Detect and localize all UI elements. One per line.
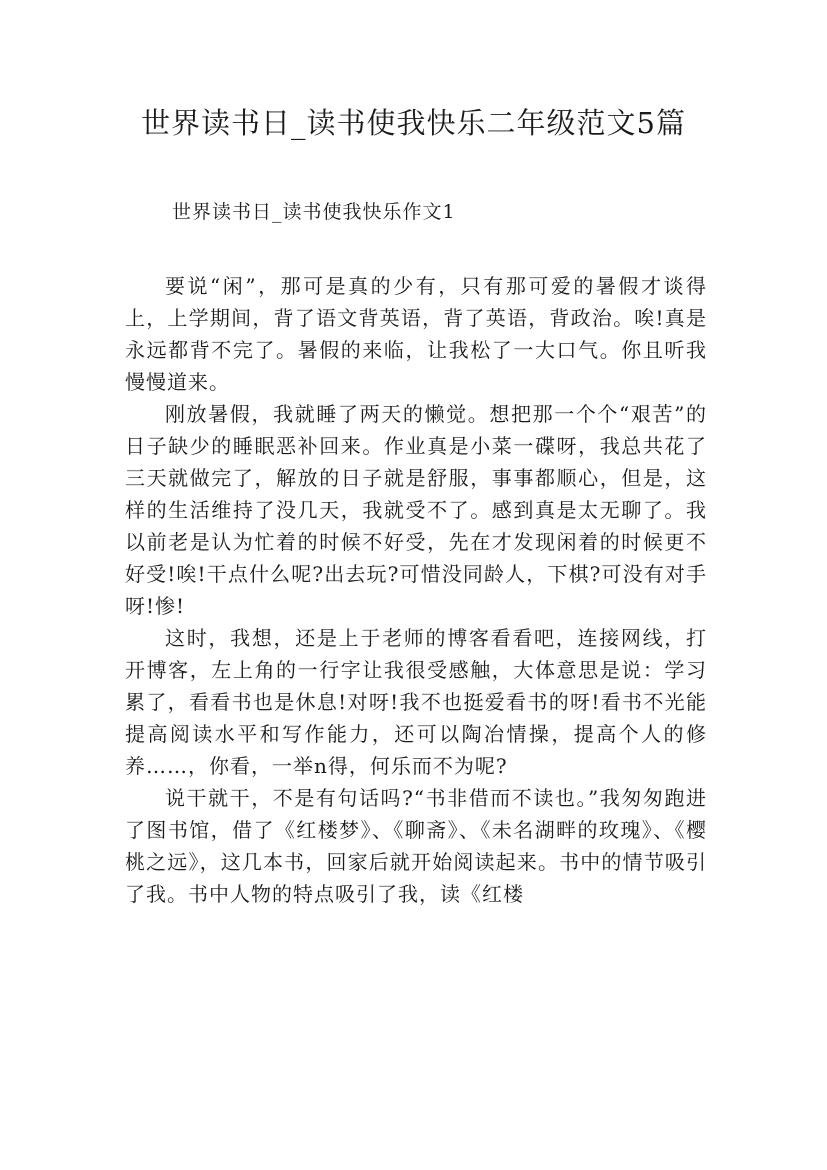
paragraph: 这时，我想，还是上于老师的博客看看吧，连接网线，打开博客，左上角的一行字让我很受感触，大体意思是说：学习累了，看看书也是休息!对呀!我不也挺爱看书的呀!看书不光能提高阅读水平和写作能力，还可以陶冶情操，提高个人的修养……，你看，一举n得，何乐而不为呢?: [125, 626, 707, 778]
paragraph: 刚放暑假，我就睡了两天的懒觉。想把那一个个“艰苦”的日子缺少的睡眠恶补回来。作业真是小菜一碟呀，我总共花了三天就做完了，解放的日子就是舒服，事事都顺心，但是，这样的生活维持了没几天，我就受不了。感到真是太无聊了。我以前老是认为忙着的时候不好受，先在才发现闲着的时候更不好受!唉!干点什么呢?出去玩?可惜没同龄人，下棋?可没有对手呀!惨!: [125, 402, 707, 618]
paragraph: 要说“闲”，那可是真的少有，只有那可爱的暑假才谈得上，上学期间，背了语文背英语，背了英语，背政治。唉!真是永远都背不完了。暑假的来临，让我松了一大口气。你且听我慢慢道来。: [125, 274, 707, 394]
paragraph: 说干就干，不是有句话吗?“书非借而不读也。”我匆匆跑进了图书馆，借了《红楼梦》、《聊斋》、《未名湖畔的玫瑰》、《樱桃之远》，这几本书，回家后就开始阅读起来。书中的情节吸引了我。书中人物的特点吸引了我，读《红楼: [125, 786, 707, 906]
document-title: 世界读书日_读书使我快乐二年级范文5篇: [141, 106, 686, 140]
document-subtitle: 世界读书日_读书使我快乐作文1: [172, 201, 456, 223]
document-body: [125, 270, 707, 910]
